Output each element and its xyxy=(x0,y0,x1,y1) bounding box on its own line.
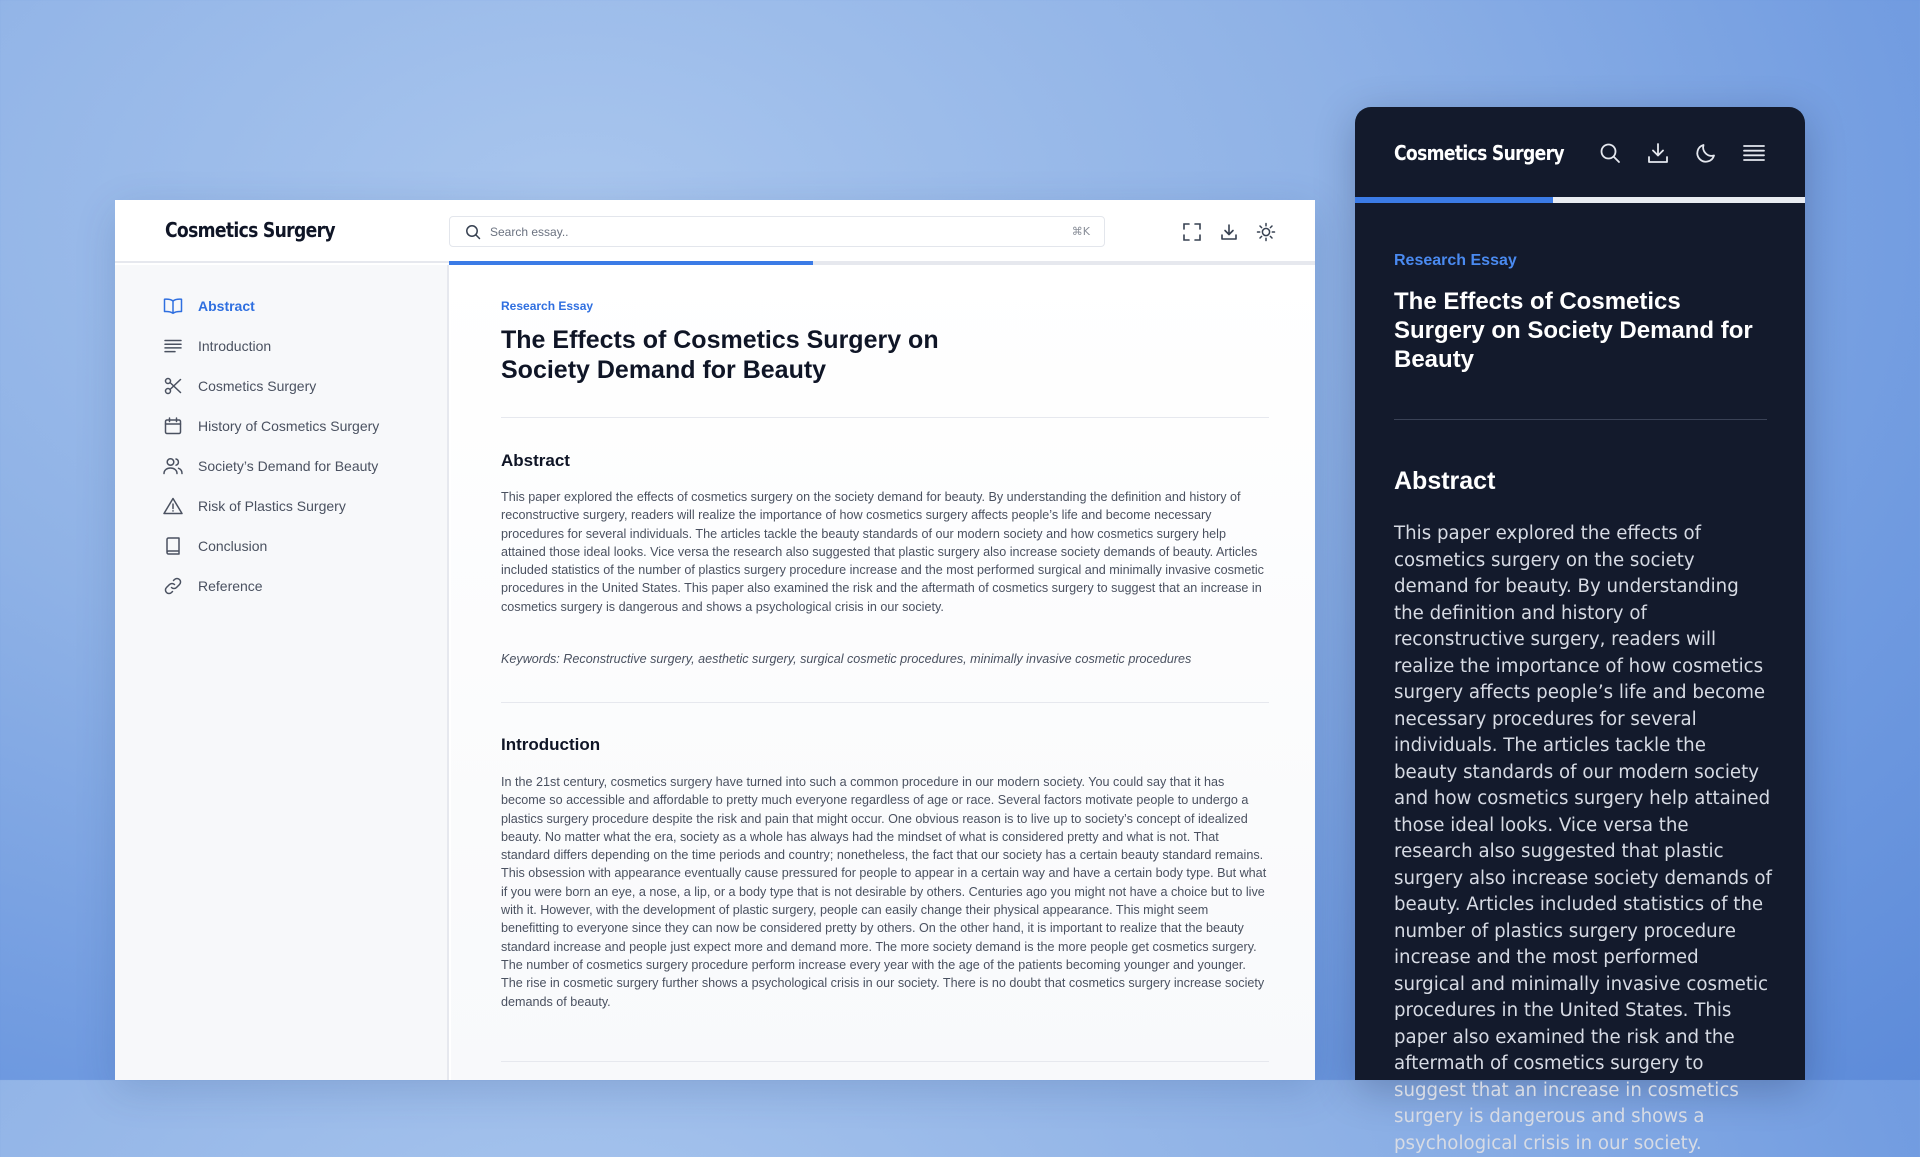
desktop-header xyxy=(115,200,1315,263)
users-icon xyxy=(163,456,183,476)
moon-icon[interactable] xyxy=(1693,140,1719,166)
mobile-reading-progress-fill xyxy=(1355,197,1553,203)
mobile-reader-dark xyxy=(1355,107,1805,1154)
sidebar-item-label: Conclusion xyxy=(198,538,268,554)
mobile-brand-logo[interactable]: Cosmetics Surgery xyxy=(1394,141,1564,165)
section-heading-introduction: Introduction xyxy=(501,735,601,754)
mobile-article-title: The Effects of Cosmetics Surgery on Society Demand for Beauty xyxy=(1394,288,1753,373)
mobile-reading-progress-bar xyxy=(1355,197,1805,203)
abstract-paragraph: This paper explored the effects of cosmetics surgery on the society demand for beauty. By understanding the definition and history of reconstructive surgery, readers will realize the importance of how cosmetics surgery affects people’s life and become necessary procedures for several individuals. The articles tackle the beauty standards of our modern society and how cosmetics surgery help attained those ideal looks. Vice versa the research also suggested that plastic surgery also increase society demands of beauty. Articles included statistics of the number of plastics surgery procedure increase and the most performed surgical and minimally invasive cosmetic procedures in the United States. This paper also examined the risk and the aftermath of cosmetics surgery to suggest that an increase in cosmetics surgery is dangerous and shows a psychological crisis in our society. xyxy=(501,490,1264,614)
sidebar-item-label: History of Cosmetics Surgery xyxy=(198,418,380,434)
brand-logo[interactable]: Cosmetics Surgery xyxy=(165,218,335,242)
sidebar-item-conclusion[interactable] xyxy=(163,534,267,558)
table-of-contents-sidebar xyxy=(115,265,449,1080)
divider xyxy=(501,702,1269,703)
warning-icon xyxy=(163,496,183,516)
search-icon[interactable] xyxy=(1597,140,1623,166)
sidebar-item-reference[interactable] xyxy=(163,574,263,598)
sidebar-item-label: Risk of Plastics Surgery xyxy=(198,498,346,514)
divider xyxy=(501,1061,1269,1062)
sidebar-item-cosmetics-surgery[interactable] xyxy=(163,374,316,398)
sidebar-item-label: Reference xyxy=(198,578,263,594)
mobile-abstract-paragraph: This paper explored the effects of cosmetics surgery on the society demand for beauty. By understanding the definition and history of reconstructive surgery, readers will realize the importance of how cosmetics surgery affects people’s life and become necessary procedures for several individuals. The articles tackle the beauty standards of our modern society and how cosmetics surgery help attained those ideal looks. Vice versa the research also suggested that plastic surgery also increase society demands of beauty. Articles included statistics of the number of plastics surgery procedure increase and the most performed surgical and minimally invasive cosmetic procedures in the United States. This paper also examined the risk and the aftermath of cosmetics surgery to suggest that an increase in cosmetics surgery is dangerous and shows a psychological crisis in our society. xyxy=(1394,523,1772,1154)
article-eyebrow: Research Essay xyxy=(501,299,594,313)
download-icon[interactable] xyxy=(1218,221,1240,243)
menu-icon[interactable] xyxy=(1741,140,1767,166)
sun-icon[interactable] xyxy=(1255,221,1277,243)
keywords-line: Keywords: Reconstructive surgery, aesthetic surgery, surgical cosmetic procedures, minimally invasive cosmetic procedures xyxy=(501,652,1192,666)
sidebar-item-society-demand[interactable] xyxy=(163,454,378,478)
calendar-icon xyxy=(163,416,183,436)
introduction-paragraph: In the 21st century, cosmetics surgery have turned into such a common procedure in our modern society. You could say that it has become so accessible and affordable to pretty much everyone regardless of age or race. Several factors motivate people to undergo a plastics surgery procedure despite the risk and pain that might occur. One obvious reason is to live up to society’s concept of idealized beauty. No matter what the era, society as a whole has always had the mindset of what is considered pretty and what is not. That standard differs depending on the time periods and country; nonetheless, the fact that our society has a certain beauty standard remains. This obsession with appearance eventually cause pressured for people to appear in a certain way and have a certain body type. But what if you were born an eye, a nose, a lip, or a body type that is not desirable by others. Centuries ago you might not have a choice but to live with it. However, with the development of plastic surgery, people can easily change their physical appearance. This might seem benefitting to everyone since they can now be considered pretty by others. On the other hand, it is important to realize that the beauty standard increase and people just expect more and demand more. The more society demand is the more people get cosmetics surgery. The number of cosmetics surgery procedure perform increase every year with the age of the patients becoming younger and younger. The rise in cosmetic surgery further shows a psychological crisis in our society. There is no doubt that cosmetics surgery increase society demands of beauty. xyxy=(501,775,1267,1009)
download-icon[interactable] xyxy=(1645,140,1671,166)
scissors-icon xyxy=(163,376,183,396)
sidebar-item-history[interactable] xyxy=(163,414,379,438)
sidebar-item-label: Society’s Demand for Beauty xyxy=(198,458,379,474)
sidebar-item-abstract[interactable] xyxy=(163,294,255,318)
mobile-section-heading-abstract: Abstract xyxy=(1394,467,1496,495)
desktop-reader-window xyxy=(115,200,1315,1080)
sidebar-item-label: Introduction xyxy=(198,338,272,354)
article-title: The Effects of Cosmetics Surgery on Society Demand for Beauty xyxy=(501,326,939,384)
book-open-icon xyxy=(163,296,183,316)
link-icon xyxy=(163,576,183,596)
book-icon xyxy=(163,536,183,556)
search-shortcut-badge: ⌘K xyxy=(1071,225,1090,238)
search-input[interactable] xyxy=(490,222,1050,242)
sidebar-item-label: Cosmetics Surgery xyxy=(198,378,317,394)
search-icon xyxy=(465,224,481,245)
text-lines-icon xyxy=(163,336,183,356)
divider xyxy=(501,417,1269,418)
sidebar-item-introduction[interactable] xyxy=(163,334,271,358)
search-bar[interactable] xyxy=(449,216,1105,247)
expand-icon[interactable] xyxy=(1181,221,1203,243)
sidebar-item-label: Abstract xyxy=(198,298,255,314)
mobile-article-eyebrow: Research Essay xyxy=(1394,252,1517,269)
divider xyxy=(1394,419,1767,420)
sidebar-item-risk[interactable] xyxy=(163,494,346,518)
section-heading-abstract: Abstract xyxy=(501,451,570,470)
article-content xyxy=(451,265,1315,1080)
